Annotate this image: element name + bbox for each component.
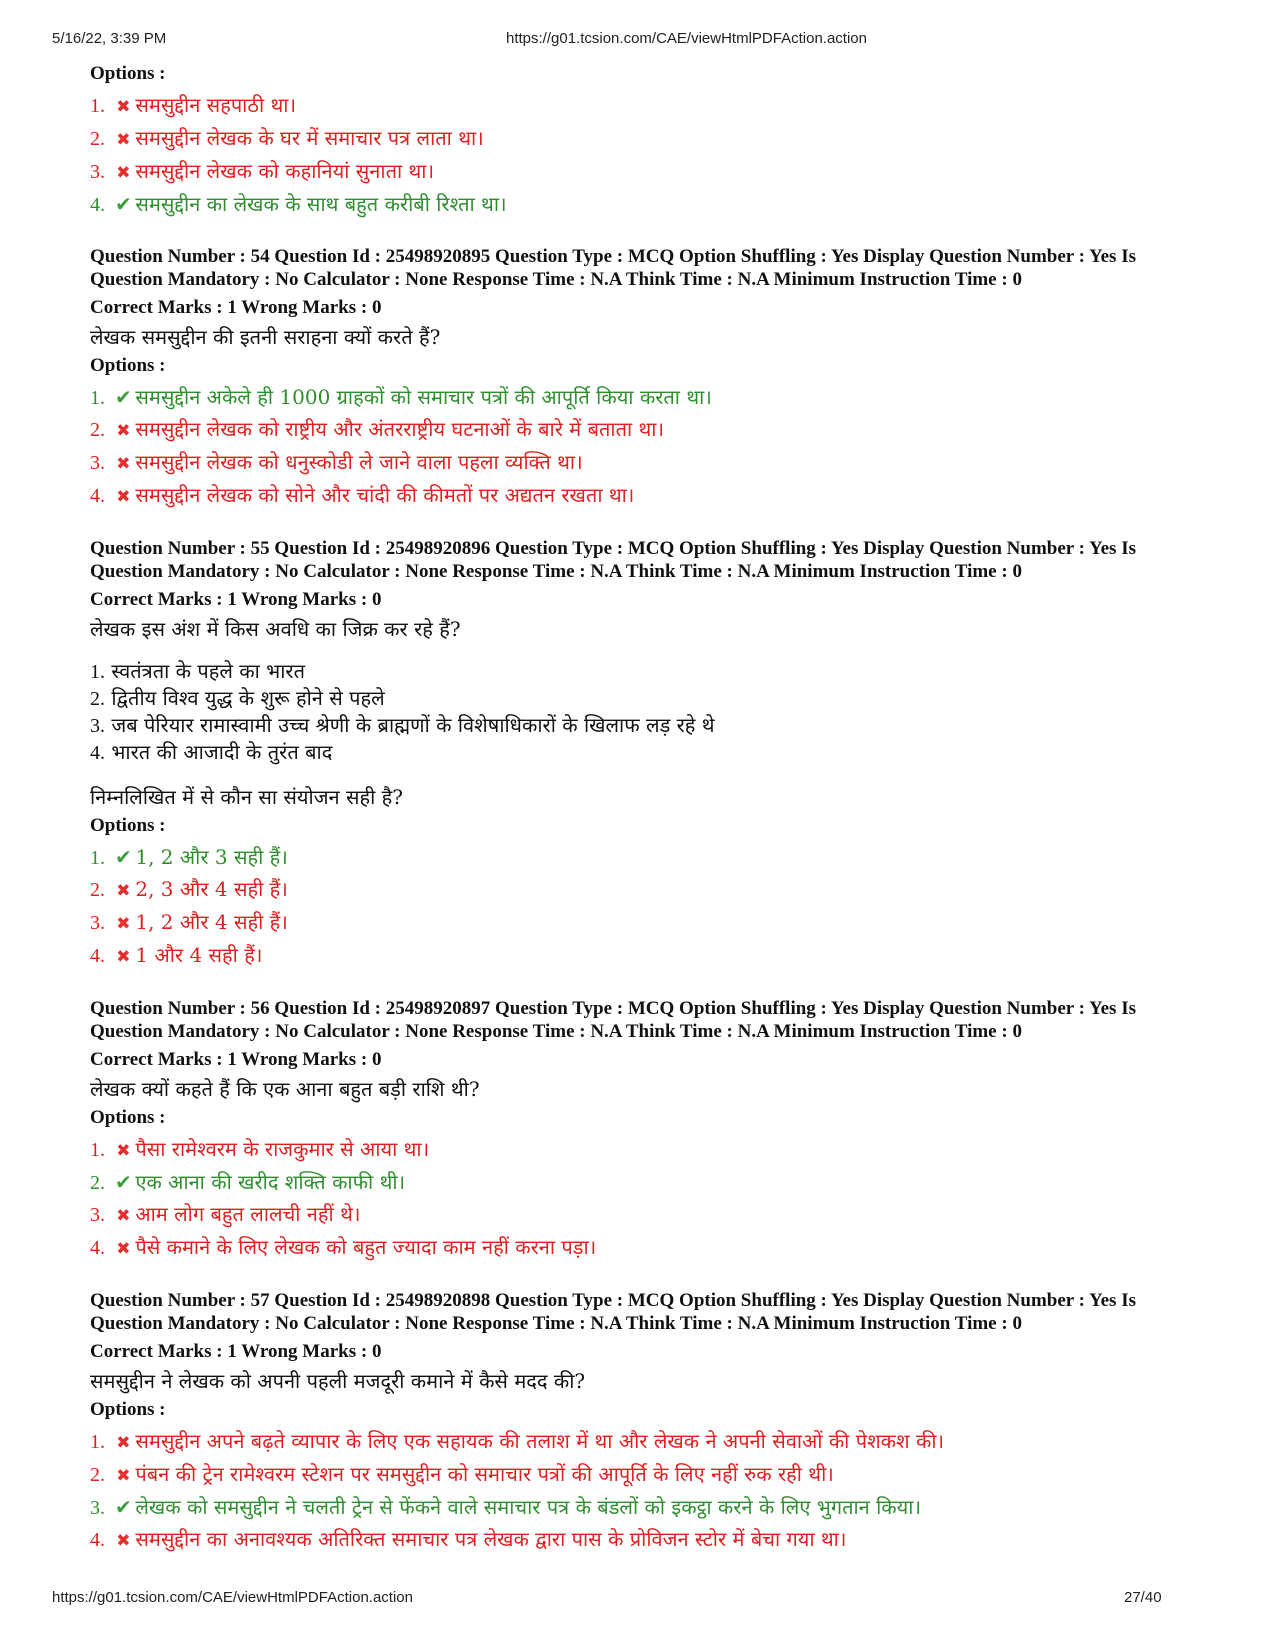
statement-item [90,739,1190,766]
statement-item [90,712,1190,739]
option-wrong [90,907,1190,940]
question-53-options [90,62,1190,221]
options-list [90,842,1190,973]
option-correct [90,1492,1190,1524]
cross-icon: ✖ [116,914,131,934]
option-wrong [90,1134,1190,1167]
option-number: 3. [90,161,105,183]
option-text: एक आना की खरीद शक्ति काफी थी। [135,1170,406,1194]
question-text: लेखक क्यों कहते हैं कि एक आना बहुत बड़ी राशि थी? [90,1077,480,1101]
options-label: Options : [90,1107,166,1128]
options-label: Options : [90,63,166,84]
cross-icon: ✖ [116,163,131,183]
questions-list [90,245,1190,1557]
question-marks: Correct Marks : 1 Wrong Marks : 0 [90,1341,382,1362]
option-correct [90,842,1190,874]
option-correct [90,382,1190,414]
option-number: 2. [90,128,105,150]
cross-icon: ✖ [116,1466,131,1486]
options-list [90,1134,1190,1265]
question-meta: Question Number : 57 Question Id : 25498920898 Question Type : MCQ Option Shuffling : Yes Display Question Number : Yes Is Question Mandatory : No Calculator : None Response Time : N.A Think Time : N.A Minimum Instruction Time : 0 [90,1290,1136,1334]
options-list [90,382,1190,513]
option-wrong [90,480,1190,513]
option-wrong [90,123,1190,156]
option-wrong [90,90,1190,123]
cross-icon: ✖ [116,454,131,474]
statements-list [90,658,1190,766]
option-number: 4. [90,1529,105,1551]
option-number: 3. [90,452,105,474]
question-marks: Correct Marks : 1 Wrong Marks : 0 [90,589,382,610]
option-number: 2. [90,879,105,901]
cross-icon: ✖ [116,1141,131,1161]
cross-icon: ✖ [116,1239,131,1259]
check-icon: ✔ [114,1495,132,1519]
statement-text: स्वतंत्रता के पहले का भारत [111,659,305,683]
statement-number: 2. [90,688,105,710]
check-icon: ✔ [114,1170,132,1194]
options-list [90,90,1190,221]
option-wrong [90,1426,1190,1459]
cross-icon: ✖ [116,487,131,507]
question-block [90,537,1190,973]
option-number: 1. [90,1431,105,1453]
option-text: समसुद्दीन अपने बढ़ते व्यापार के लिए एक सहायक की तलाश में था और लेखक ने अपनी सेवाओं की पेशकश की। [135,1429,945,1453]
option-text: आम लोग बहुत लालची नहीं थे। [135,1202,361,1226]
option-text: समसुद्दीन अकेले ही 1000 ग्राहकों को समाचार पत्रों की आपूर्ति किया करता था। [135,385,712,409]
option-number: 1. [90,1139,105,1161]
option-wrong [90,1524,1190,1557]
options-label: Options : [90,355,166,376]
statement-number: 1. [90,661,105,683]
cross-icon: ✖ [116,421,131,441]
option-number: 2. [90,1172,105,1194]
statement-text: जब पेरियार रामास्वामी उच्च श्रेणी के ब्राह्मणों के विशेषाधिकारों के खिलाफ लड़ रहे थे [111,713,715,737]
print-url: https://g01.tcsion.com/CAE/viewHtmlPDFAction.action [506,30,867,47]
question-block [90,245,1190,513]
print-datetime: 5/16/22, 3:39 PM [52,30,167,47]
statement-number: 4. [90,742,105,764]
check-icon: ✔ [114,192,132,216]
option-number: 3. [90,1497,105,1519]
question-text: समसुद्दीन ने लेखक को अपनी पहली मजदूरी कमाने में कैसे मदद की? [90,1369,586,1393]
option-number: 1. [90,95,105,117]
option-wrong [90,940,1190,973]
option-number: 1. [90,847,105,869]
option-text: लेखक को समसुद्दीन ने चलती ट्रेन से फेंकने वाले समाचार पत्र के बंडलों को इकट्ठा करने के लिए भुगतान किया। [135,1495,922,1519]
question-meta: Question Number : 54 Question Id : 25498920895 Question Type : MCQ Option Shuffling : Yes Display Question Number : Yes Is Question Mandatory : No Calculator : None Response Time : N.A Think Time : N.A Minimum Instruction Time : 0 [90,246,1136,290]
option-wrong [90,1199,1190,1232]
cross-icon: ✖ [116,1531,131,1551]
statement-item [90,658,1190,685]
option-text: समसुद्दीन लेखक को धनुस्कोडी ले जाने वाला पहला व्यक्ति था। [135,450,583,474]
question-block [90,997,1190,1265]
option-text: पैसा रामेश्वरम के राजकुमार से आया था। [135,1137,430,1161]
check-icon: ✔ [114,385,132,409]
options-label: Options : [90,1399,166,1420]
option-number: 4. [90,945,105,967]
option-text: 1, 2 और 3 सही हैं। [135,845,288,869]
page-number: 27/40 [1124,1589,1162,1606]
question-block [90,1289,1190,1557]
option-number: 2. [90,419,105,441]
statement-item [90,685,1190,712]
option-text: समसुद्दीन लेखक के घर में समाचार पत्र लाता था। [135,126,484,150]
cross-icon: ✖ [116,97,131,117]
question-marks: Correct Marks : 1 Wrong Marks : 0 [90,1049,382,1070]
option-text: पंबन की ट्रेन रामेश्वरम स्टेशन पर समसुद्दीन को समाचार पत्रों की आपूर्ति के लिए नहीं रुक रही थी। [135,1462,834,1486]
option-wrong [90,414,1190,447]
question-meta: Question Number : 56 Question Id : 25498920897 Question Type : MCQ Option Shuffling : Yes Display Question Number : Yes Is Question Mandatory : No Calculator : None Response Time : N.A Think Time : N.A Minimum Instruction Time : 0 [90,998,1136,1042]
option-number: 3. [90,912,105,934]
statement-text: भारत की आजादी के तुरंत बाद [111,740,333,764]
options-list [90,1426,1190,1557]
cross-icon: ✖ [116,1206,131,1226]
option-text: समसुद्दीन लेखक को सोने और चांदी की कीमतों पर अद्यतन रखता था। [135,483,635,507]
question-paper [90,60,1190,1557]
option-number: 3. [90,1204,105,1226]
option-wrong [90,156,1190,189]
question-text: लेखक इस अंश में किस अवधि का जिक्र कर रहे हैं? [90,617,461,641]
option-number: 2. [90,1464,105,1486]
question-meta: Question Number : 55 Question Id : 25498920896 Question Type : MCQ Option Shuffling : Yes Display Question Number : Yes Is Question Mandatory : No Calculator : None Response Time : N.A Think Time : N.A Minimum Instruction Time : 0 [90,538,1136,582]
option-correct [90,189,1190,221]
question-marks: Correct Marks : 1 Wrong Marks : 0 [90,297,382,318]
option-text: समसुद्दीन का अनावश्यक अतिरिक्त समाचार पत्र लेखक द्वारा पास के प्रोविजन स्टोर में बेचा गया था। [135,1527,847,1551]
cross-icon: ✖ [116,881,131,901]
option-number: 4. [90,194,105,216]
option-text: समसुद्दीन सहपाठी था। [135,93,297,117]
question-text: लेखक समसुद्दीन की इतनी सराहना क्यों करते हैं? [90,325,441,349]
option-text: समसुद्दीन लेखक को कहानियां सुनाता था। [135,159,435,183]
option-number: 4. [90,485,105,507]
check-icon: ✔ [114,845,132,869]
cross-icon: ✖ [116,1433,131,1453]
option-text: समसुद्दीन का लेखक के साथ बहुत करीबी रिश्ता था। [135,192,507,216]
option-wrong [90,447,1190,480]
option-text: समसुद्दीन लेखक को राष्ट्रीय और अंतरराष्ट्रीय घटनाओं के बारे में बताता था। [135,417,665,441]
statement-text: द्वितीय विश्व युद्ध के शुरू होने से पहले [111,686,385,710]
option-number: 1. [90,387,105,409]
option-text: 1, 2 और 4 सही हैं। [135,910,288,934]
statement-number: 3. [90,715,105,737]
option-correct [90,1167,1190,1199]
option-number: 4. [90,1237,105,1259]
option-text: पैसे कमाने के लिए लेखक को बहुत ज्यादा काम नहीं करना पड़ा। [135,1235,597,1259]
option-text: 1 और 4 सही हैं। [135,943,263,967]
option-wrong [90,1459,1190,1492]
question-subtext: निम्नलिखित में से कौन सा संयोजन सही है? [90,785,404,809]
cross-icon: ✖ [116,130,131,150]
option-wrong [90,1232,1190,1265]
cross-icon: ✖ [116,947,131,967]
option-wrong [90,874,1190,907]
footer-url: https://g01.tcsion.com/CAE/viewHtmlPDFAction.action [52,1589,413,1606]
options-label: Options : [90,815,166,836]
option-text: 2, 3 और 4 सही हैं। [135,877,288,901]
